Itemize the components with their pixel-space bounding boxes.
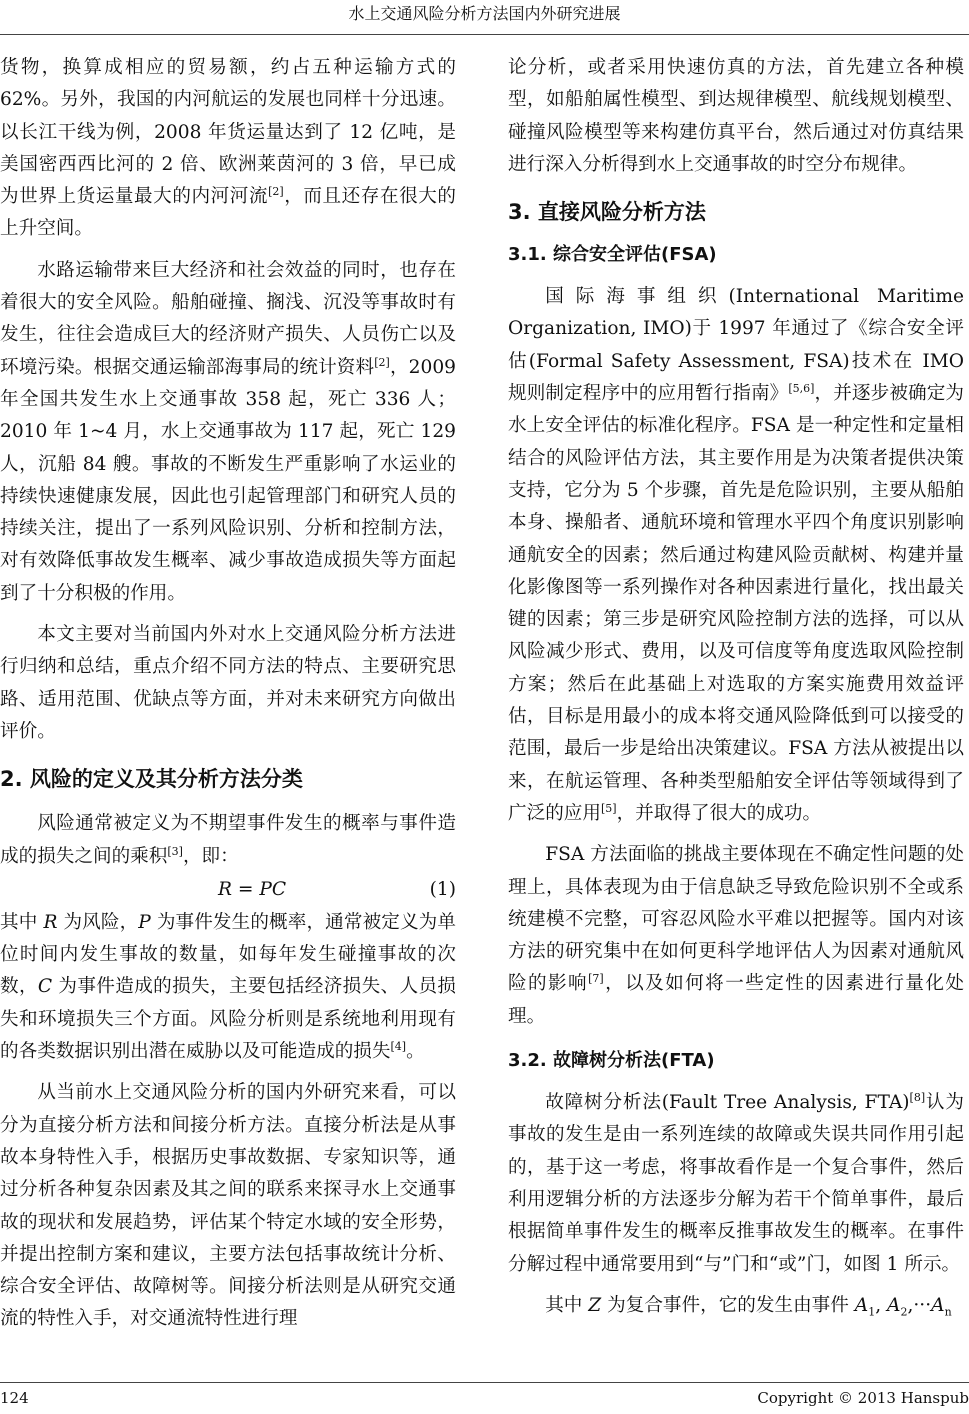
paragraph-right-5 (508, 1290, 964, 1322)
paragraph-text: 其中 (545, 1294, 589, 1316)
citation-ref: [2] (268, 185, 284, 198)
page-number: 124 (0, 1389, 29, 1407)
paragraph-text: 为复合事件，它的发生由事件 (601, 1294, 855, 1316)
equation-1 (0, 873, 456, 907)
paragraph-left-6: 从当前水上交通风险分析的国内外研究来看，可以分为直接分析方法和间接分析方法。直接分析法是从事故本身特性入手，根据历史事故数据、专家知识等，通过分析各种复杂因素及其之间的联系来探寻水上交通事故的现状和发展趋势，评估某个特定水域的安全形势，并提出控制方案和建议，主要方法包括事故统计分析、综合安全评估、故障树等。间接分析法则是从研究交通流的特性入手，对交通流特性进行理 (0, 1082, 456, 1330)
variable-a: A (887, 1294, 901, 1316)
paragraph-text: ，以及如何将一些定性的因素进行量化处理。 (508, 973, 964, 1027)
paragraph-text: ，2009 年全国共发生水上交通事故 358 起，死亡 336 人；2010 年 1~4 月，水上交通事故为 117 起，死亡 129 人，沉船 84 艘。事故的不断发生严重影响了水运业的持续快速健康发展，因此也引起管理部门和研究人员的持续关注，提出了一系列风险识别、分析和控制方法，对有效降低事故发生概率、减少事故造成损失等方面起到了十分积极的作用。 (0, 356, 456, 604)
paragraph-text: 水路运输带来巨大经济和社会效益的同时，也存在着很大的安全风险。船舶碰撞、搁浅、沉没等事故时有发生，往往会造成巨大的经济财产损失、人员伤亡以及环境污染。根据交通运输部海事局的统计资料 (0, 259, 456, 378)
paragraph-text: 国际海事组织(International Maritime Organization, IMO)于 1997 年通过了《综合安全评估(Formal Safety Assessment, FSA)技术在 IMO 规则制定程序中的应用暂行指南》 (508, 286, 964, 405)
variable-p: P (138, 911, 151, 933)
paragraph-text: 为风险， (57, 911, 139, 933)
page-footer (0, 1382, 969, 1413)
variable-a: A (931, 1294, 945, 1316)
left-column (0, 52, 456, 1336)
variable-c: C (37, 976, 53, 998)
subsection-heading-3-1: 3.1. 综合安全评估(FSA) (508, 244, 717, 266)
paragraph-text: ，并逐步被确定为水上安全评估的标准化程序。FSA 是一种定性和定量相结合的风险评估方法，其主要作用是为决策者提供决策支持，它分为 5 个步骤，首先是危险识别，主要从船舶本身、操船者、通航环境和管理水平四个角度识别影响通航安全的因素；然后通过构建风险贡献树、构建并量化影像图等一系列操作对各种因素进行量化，找出最关键的因素；第三步是研究风险控制方法的选择，可以从风险减少形式、费用，以及可信度等角度选取风险控制方案；然后在此基础上对选取的方案实施费用效益评估，目标是用最小的成本将交通风险降低到可以接受的范围，最后一步是给出决策建议。FSA 方法从被提出以来，在航运管理、各种类型船舶安全评估等领域得到了广泛的应用 (508, 383, 964, 824)
citation-ref: [3] (167, 844, 183, 858)
citation-ref: [5,6] (788, 381, 815, 395)
paragraph-text: 风险通常被定义为不期望事件发生的概率与事件造成的损失之间的乘积 (0, 813, 456, 867)
citation-ref: [4] (390, 1039, 407, 1053)
paragraph-right-3 (508, 839, 964, 1033)
equation-body: R = PC (218, 878, 287, 900)
citation-ref: [7] (588, 972, 604, 986)
equation-number: (1) (429, 878, 456, 900)
paragraph-text: ，并取得了很大的成功。 (616, 802, 822, 824)
paragraph-text: 认为事故的发生是由一系列连续的故障或失误共同作用引起的，基于这一考虑，将事故看作是一个复合事件，然后利用逻辑分析的方法逐步分解为若干个简单事件，最后根据简单事件发生的概率反推事故发生的概率。在事件分解过程中通常要用到“与”门和“或”门，如图 1 所示。 (508, 1092, 964, 1275)
paragraph-right-2 (508, 281, 964, 830)
citation-ref: [8] (909, 1090, 926, 1104)
separator: , (875, 1294, 888, 1316)
paragraph-text: 。 (406, 1041, 425, 1063)
section-heading-2: 2. 风险的定义及其分析方法分类 (0, 767, 303, 792)
running-head: 水上交通风险分析方法国内外研究进展 (0, 0, 969, 35)
paragraph-text: ，即： (182, 845, 239, 867)
subscript: n (944, 1305, 952, 1319)
paragraph-text: 货物，换算成相应的贸易额，约占五种运输方式的62%。另外，我国的内河航运的发展也同样十分迅速。以长江干线为例，2008 年货运量达到了 12 亿吨，是美国密西西比河的 2 倍、欧洲莱茵河的 3 倍，早已成为世界上货运量最大的内河河流 (0, 57, 456, 208)
paragraph-left-1 (0, 52, 456, 246)
variable-r: R (43, 911, 58, 933)
paragraph-text: 为事件造成的损失，主要包括经济损失、人员损失和环境损失三个方面。风险分析则是系统地利用现有的各类数据识别出潜在威胁以及可能造成的损失 (0, 976, 456, 1063)
variable-a: A (854, 1294, 869, 1316)
paragraph-left-3: 本文主要对当前国内外对水上交通风险分析方法进行归纳和总结，重点介绍不同方法的特点、主要研究思路、适用范围、优缺点等方面，并对未来研究方向做出评价。 (0, 624, 456, 742)
section-heading-3: 3. 直接风险分析方法 (508, 200, 706, 225)
subscript: 2 (900, 1305, 908, 1319)
paragraph-text: 故障树分析法(Fault Tree Analysis, FTA) (545, 1092, 910, 1114)
paragraph-text: ，而且还存在很大的上升空间。 (0, 186, 456, 240)
citation-ref: [5] (600, 801, 617, 815)
paragraph-left-2 (0, 255, 456, 610)
separator: ,··· (907, 1294, 932, 1316)
paragraph-right-1: 论分析，或者采用快速仿真的方法，首先建立各种模型，如船舶属性模型、到达规律模型、航线规划模型、碰撞风险模型等来构建仿真平台，然后通过对仿真结果进行深入分析得到水上交通事故的时空分布规律。 (508, 57, 964, 175)
right-column (508, 52, 964, 1322)
paragraph-left-5 (0, 907, 456, 1068)
paragraph-text: 为事件发生的概率，通常被定义为单位时间内发生事故的数量，如每年发生碰撞事故的次数， (0, 911, 456, 998)
citation-ref: [2] (374, 355, 390, 369)
paragraph-text: FSA 方法面临的挑战主要体现在不确定性问题的处理上，具体表现为由于信息缺乏导致危险识别不全或系统建模不完整，可容忍风险水平难以把握等。国内对该方法的研究集中在如何更科学地评估人为因素对通航风险的影响 (508, 844, 964, 995)
variable-z: Z (588, 1294, 602, 1316)
subsection-heading-3-2: 3.2. 故障树分析法(FTA) (508, 1050, 715, 1072)
subscript: 1 (868, 1305, 876, 1319)
paragraph-text: 其中 (0, 911, 44, 933)
paragraph-left-4 (0, 808, 456, 873)
copyright-notice: Copyright © 2013 Hanspub (757, 1389, 969, 1407)
paragraph-right-4 (508, 1087, 964, 1281)
